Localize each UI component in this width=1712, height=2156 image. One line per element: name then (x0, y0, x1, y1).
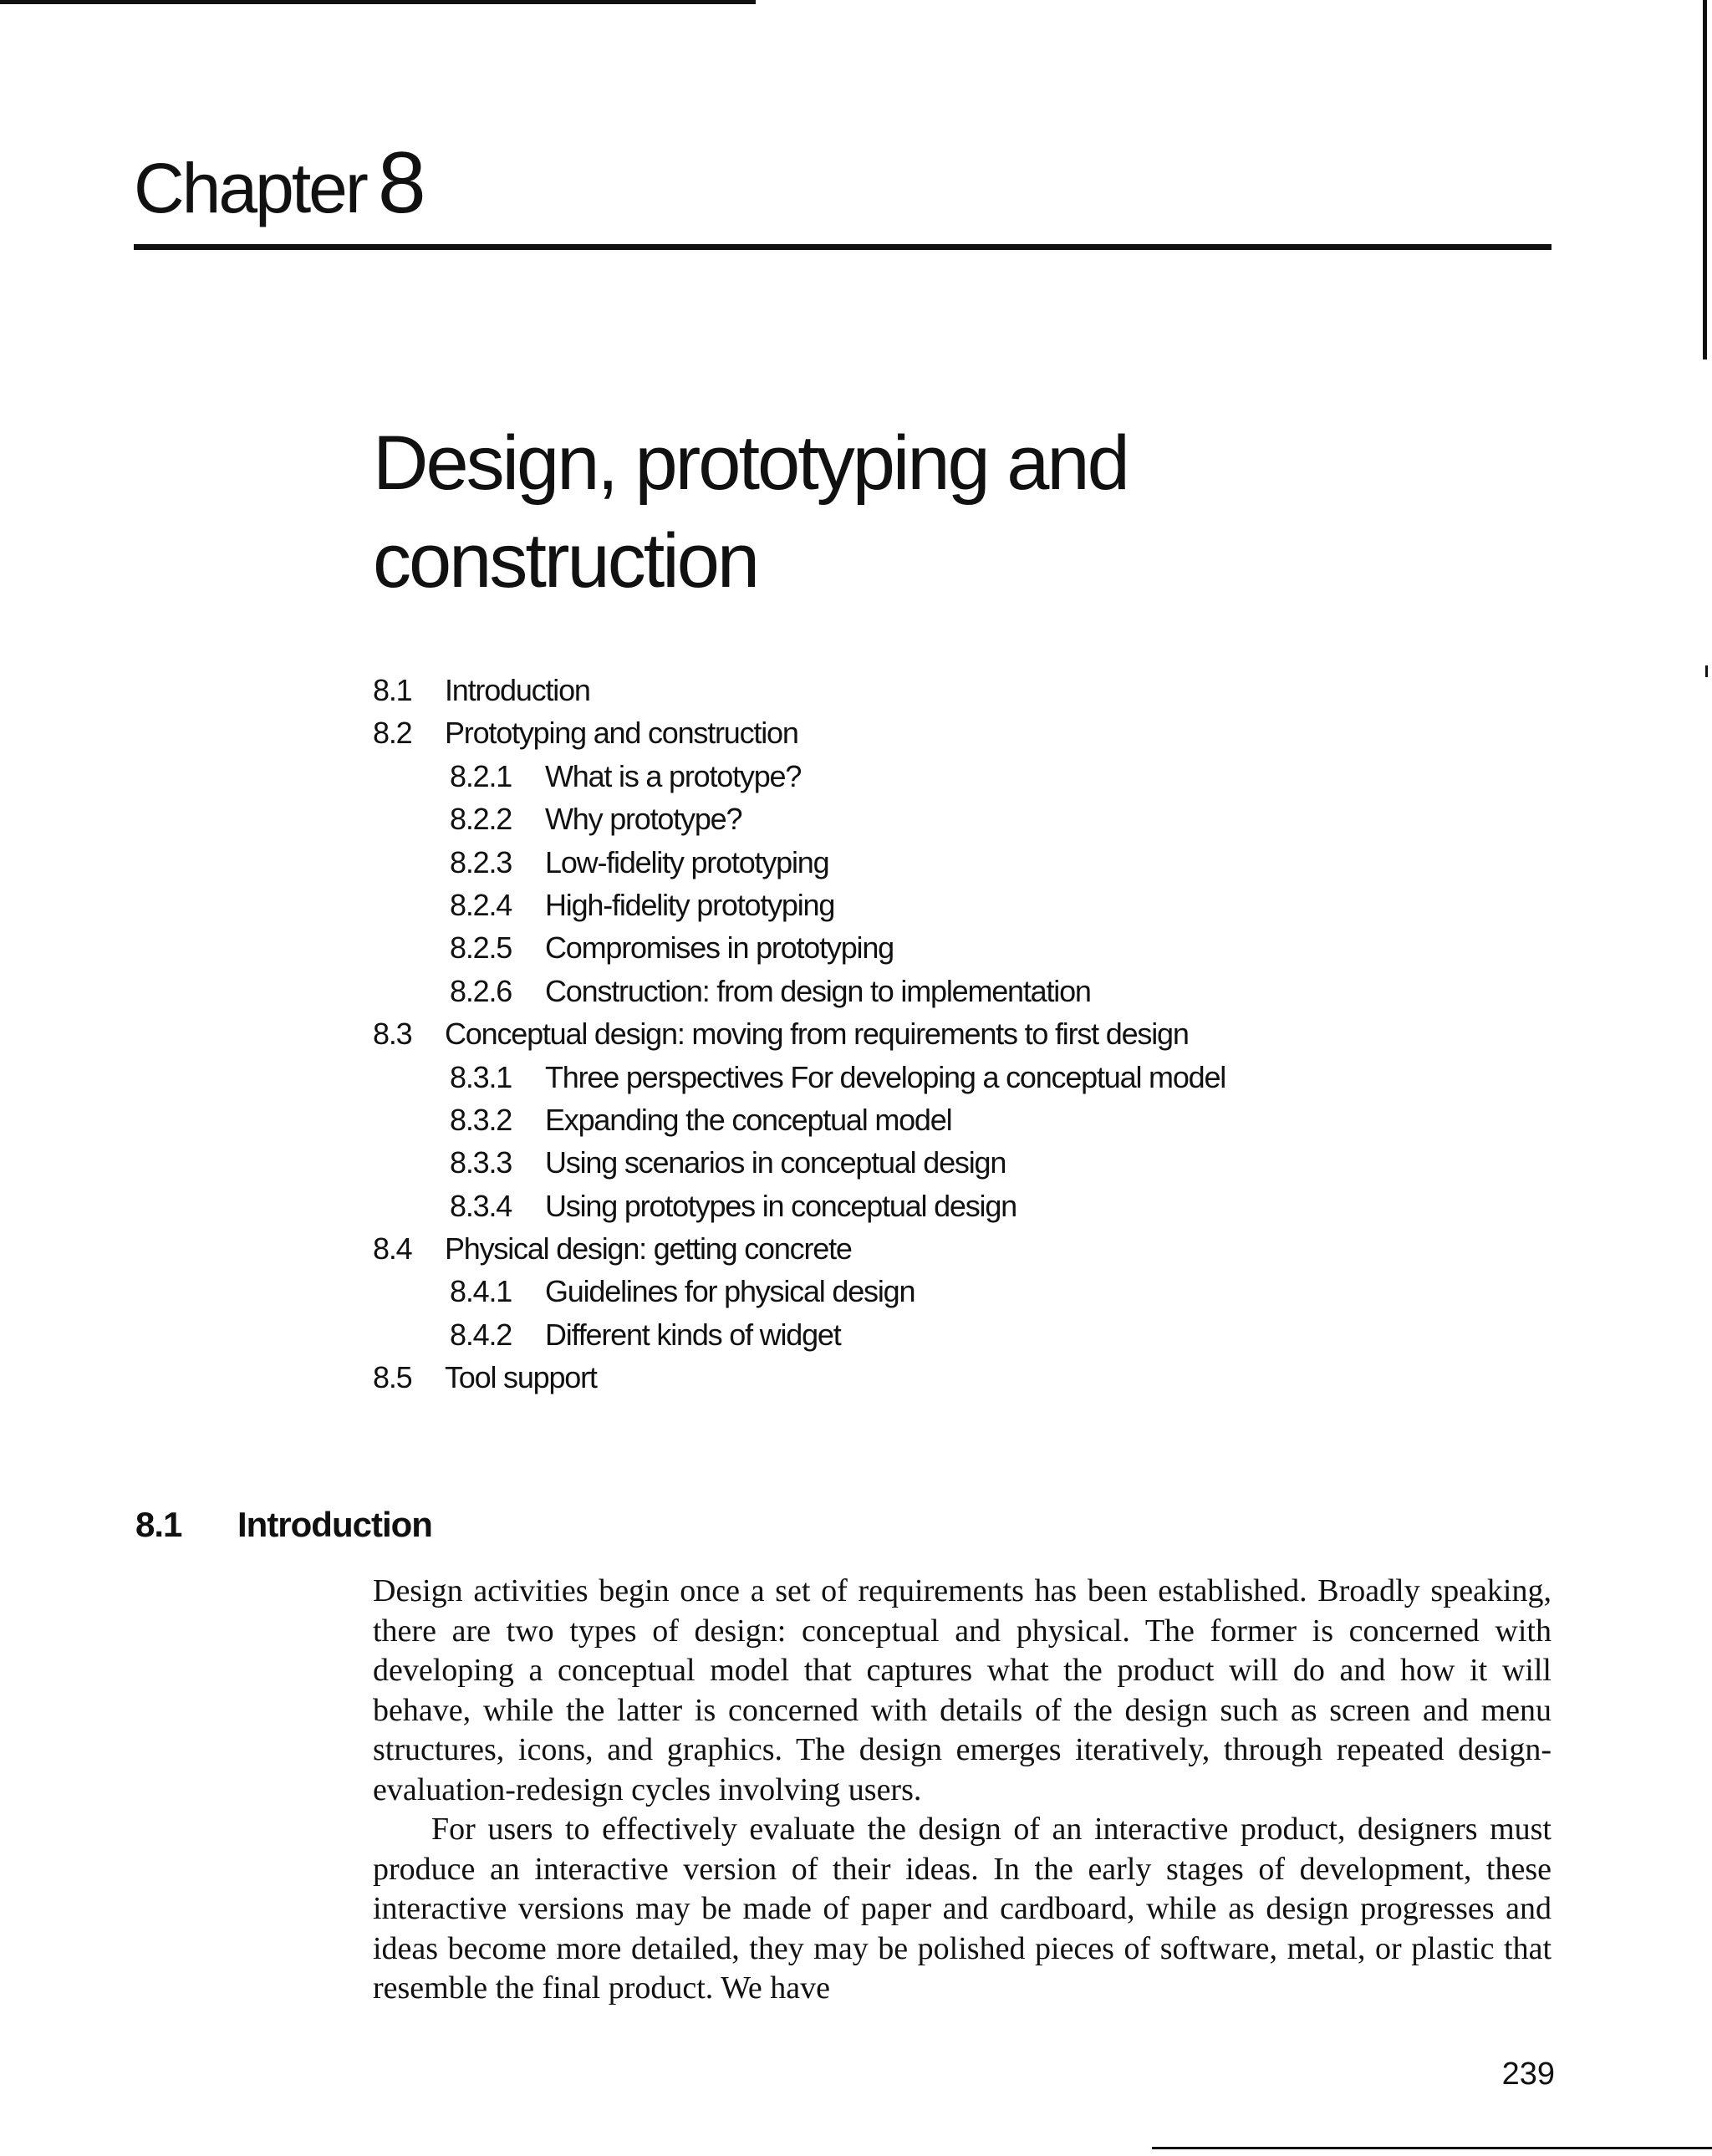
chapter-label (134, 134, 424, 233)
top-rule (0, 0, 756, 4)
toc-text: Compromises in prototyping (545, 930, 894, 966)
toc-number: 8.2.2 (450, 802, 512, 837)
toc-text: Construction: from design to implementation (545, 973, 1091, 1008)
section-heading (135, 1505, 432, 1545)
toc-text: Prototyping and construction (445, 716, 798, 751)
chapter-word: Chapter (134, 149, 366, 227)
toc-number: 8.2.1 (450, 758, 512, 793)
toc-text: Three perspectives For developing a conceptual model (545, 1059, 1226, 1094)
chapter-number: 8 (377, 135, 424, 232)
toc-text: Why prototype? (545, 802, 742, 837)
chapter-title: Design, prototyping and construction (373, 420, 1128, 604)
chapter-rule (134, 244, 1552, 250)
body-paragraph: Design activities begin once a set of requirements has been established. Broadly speaking, there are two types of design: conceptual and physical. The former is concerned with developing a conceptual model that captures what the product will do and how it will behave, while the latter is concerned with details of the design such as screen and menu structures, icons, and graphics. The design emerges iteratively, through repeated design-evaluation-redesign cycles involving users. (373, 1573, 1552, 1807)
toc-number: 8.2.6 (450, 973, 512, 1008)
section-title: Introduction (237, 1505, 432, 1544)
toc-text: Guidelines for physical design (545, 1274, 915, 1309)
toc-text: Low-fidelity prototyping (545, 844, 829, 879)
toc-number: 8.2.3 (450, 844, 512, 879)
toc-number: 8.4.1 (450, 1274, 512, 1309)
page-number: 239 (1501, 2057, 1555, 2092)
toc-number: 8.5 (373, 1360, 412, 1395)
toc-text: Different kinds of widget (545, 1317, 841, 1352)
toc-number: 8.3.4 (450, 1188, 512, 1223)
section-body (373, 1572, 1552, 2009)
toc-text: What is a prototype? (545, 758, 802, 793)
toc-text: Expanding the conceptual model (545, 1102, 952, 1137)
toc-text: Introduction (445, 673, 590, 707)
toc-text: Using prototypes in conceptual design (545, 1188, 1016, 1223)
toc-text: High-fidelity prototyping (545, 887, 835, 922)
section-number: 8.1 (135, 1505, 182, 1544)
right-edge-rule (1703, 0, 1707, 359)
toc-number: 8.3.3 (450, 1145, 512, 1180)
toc-number: 8.4 (373, 1231, 412, 1267)
toc-number: 8.3.1 (450, 1059, 512, 1094)
toc-number: 8.1 (373, 673, 412, 707)
toc-text: Physical design: getting concrete (445, 1231, 852, 1267)
toc-text: Conceptual design: moving from requirements to first design (445, 1017, 1189, 1052)
right-edge-tick (1705, 665, 1708, 677)
toc-number: 8.3.2 (450, 1102, 512, 1137)
toc-text: Tool support (445, 1360, 597, 1395)
toc-text: Using scenarios in conceptual design (545, 1145, 1006, 1180)
body-paragraph: For users to effectively evaluate the design of an interactive product, designers must produce an interactive version of their ideas. In the early stages of development, these interactive versions may be made of paper and cardboard, while as design progresses and ideas become more detailed, they may be polished pieces of software, metal, or plastic that resemble the final product. We have (373, 1812, 1552, 2006)
toc-number: 8.4.2 (450, 1317, 512, 1352)
bottom-rule (1152, 2147, 1712, 2149)
toc-number: 8.3 (373, 1017, 412, 1052)
toc-number: 8.2.5 (450, 930, 512, 966)
toc-number: 8.2.4 (450, 887, 512, 922)
toc-number: 8.2 (373, 716, 412, 751)
